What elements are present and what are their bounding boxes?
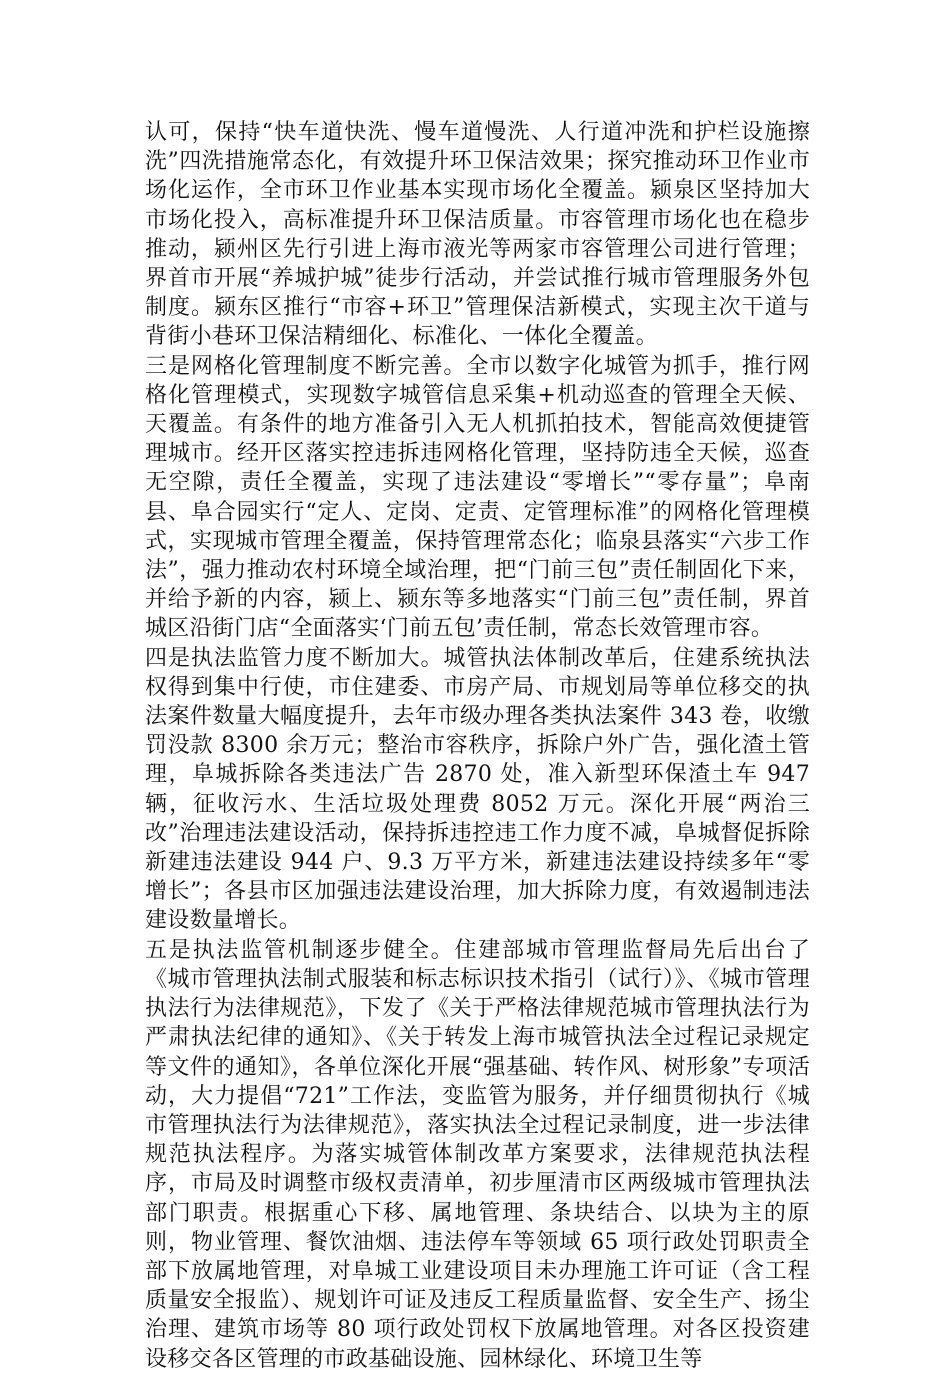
paragraph-grid-management: 三是网格化管理制度不断完善。全市以数字化城管为抓手，推行网格化管理模式，实现数字城管信息采集+机动巡查的管理全天候、天覆盖。有条件的地方准备引入无人机抓拍技术，智能高效便捷管理城市。经开区落实控违拆违网格化管理，坚持防违全天候，巡查无空隙，责任全覆盖，实现了违法建设“零增长”“零存量”；阜南县、阜合园实行“定人、定岗、定责、定管理标准”的网格化管理模式，实现城市管理全覆盖，保持管理常态化；临泉县落实“六步工作法”，强力推动农村环境全域治理，把“门前三包”责任制固化下来，并给予新的内容，颍上、颍东等多地落实“门前三包”责任制，界首城区沿街门店“全面落实‘门前五包’责任制，常态长效管理市容。 — [145, 353, 810, 642]
paragraph-enforcement-mechanism: 五是执法监管机制逐步健全。住建部城市管理监督局先后出台了《城市管理执法制式服装和标志标识技术指引（试行）》、《城市管理执法行为法律规范》，下发了《关于严格法律规范城市管理执法行为严肃执法纪律的通知》、《关于转发上海市城管执法全过程记录规定等文件的通知》，各单位深化开展“强基础、转作风、树形象”专项活动，大力提倡“721”工作法，变监管为服务，并仔细贯彻执行《城市管理执法行为法律规范》，落实执法全过程记录制度，进一步法律规范执法程序。为落实城管体制改革方案要求，法律规范执法程序，市局及时调整市级权责清单，初步厘清市区两级城市管理执法部门职责。根据重心下移、属地管理、条块结合、以块为主的原则，物业管理、餐饮油烟、违法停车等领域 65 项行政处罚职责全部下放属地管理，对阜城工业建设项目未办理施工许可证（含工程质量安全报监）、规划许可证及违反工程质量监督、安全生产、扬尘治理、建筑市场等 80 项行政处罚权下放属地管理。对各区投资建设移交各区管理的市政基础设施、园林绿化、环境卫生等 — [145, 937, 810, 1372]
paragraph-enforcement-intensity: 四是执法监管力度不断加大。城管执法体制改革后，住建系统执法权得到集中行使，市住建委、市房产局、市规划局等单位移交的执法案件数量大幅度提升，去年市级办理各类执法案件 343 卷，收缴罚没款 8300 余万元；整治市容秩序，拆除户外广告，强化渣土管理，阜城拆除各类违法广告 2870 处，准入新型环保渣土车 947 辆，征收污水、生活垃圾处理费 8052 万元。深化开展“两治三改”治理违法建设活动，保持拆违控违工作力度不减，阜城督促拆除新建违法建设 944 户、9.3 万平方米，新建违法建设持续多年“零增长”；各县市区加强违法建设治理，加大拆除力度，有效遏制违法建设数量增长。 — [145, 645, 810, 934]
paragraph-sanitation-marketization: 认可，保持“快车道快洗、慢车道慢洗、人行道冲洗和护栏设施擦洗”四洗措施常态化，有效提升环卫保洁效果；探究推动环卫作业市场化运作，全市环卫作业基本实现市场化全覆盖。颍泉区坚持加大市场化投入，高标准提升环卫保洁质量。市容管理市场化也在稳步推动，颍州区先行引进上海市液光等两家市容管理公司进行管理；界首市开展“养城护城”徒步行活动，并尝试推行城市管理服务外包制度。颍东区推行“市容+环卫”管理保洁新模式，实现主次干道与背街小巷环卫保洁精细化、标准化、一体化全覆盖。 — [145, 120, 810, 350]
document-body — [145, 118, 810, 1374]
